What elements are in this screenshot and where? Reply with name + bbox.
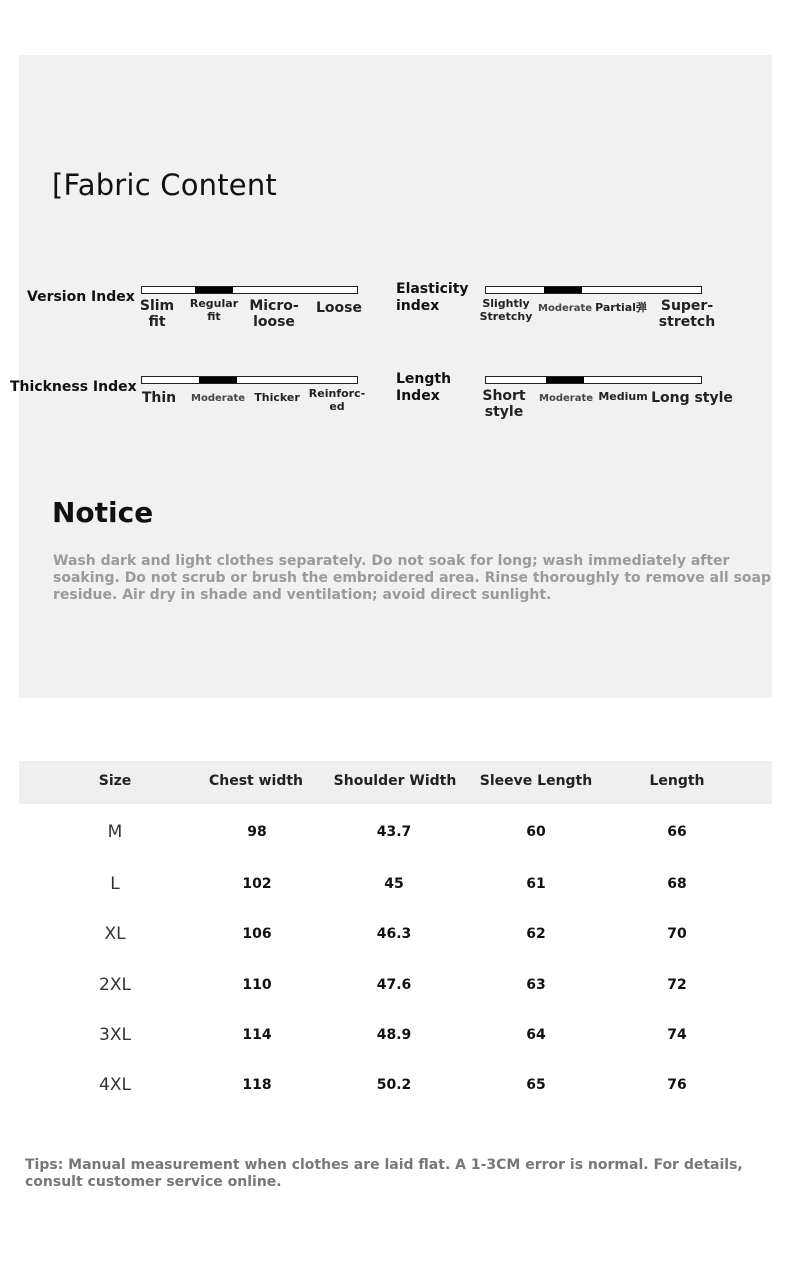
version-option-loose: Loose — [316, 300, 362, 316]
header-size: Size — [98, 773, 132, 789]
notice-title: Notice — [52, 496, 154, 529]
cell-shoulder-width: 47.6 — [376, 977, 412, 993]
thickness-index-label: Thickness Index — [10, 379, 137, 395]
elasticity-option-moderate: Moderate — [538, 303, 593, 314]
cell-size: 4XL — [99, 1075, 131, 1095]
cell-sleeve-length: 62 — [526, 926, 546, 942]
cell-length: 72 — [667, 977, 687, 993]
thickness-index-selected-segment — [199, 377, 237, 383]
header-shoulder-width: Shoulder Width — [333, 773, 457, 789]
version-index-label: Version Index — [27, 289, 135, 305]
cell-sleeve-length: 65 — [526, 1077, 546, 1093]
elasticity-option-super-stretch: Super-stretch — [658, 298, 716, 330]
cell-size: L — [110, 874, 120, 894]
version-option-micro-loose: Micro-loose — [249, 298, 299, 330]
cell-shoulder-width: 48.9 — [376, 1027, 412, 1043]
header-sleeve-length: Sleeve Length — [479, 773, 593, 789]
cell-chest-width: 110 — [242, 977, 272, 993]
cell-shoulder-width: 43.7 — [376, 824, 412, 840]
thickness-option-moderate: Moderate — [191, 393, 246, 404]
thickness-option-thicker: Thicker — [254, 391, 300, 404]
length-option-short-style: Short style — [482, 388, 526, 420]
length-index-bar — [485, 376, 702, 384]
cell-length: 76 — [667, 1077, 687, 1093]
elasticity-index-bar — [485, 286, 702, 294]
elasticity-index-label: Elasticity index — [396, 281, 469, 314]
cell-size: XL — [104, 924, 126, 944]
cell-chest-width: 114 — [242, 1027, 272, 1043]
thickness-option-thin: Thin — [141, 390, 177, 406]
version-index-selected-segment — [195, 287, 233, 293]
notice-text: Wash dark and light clothes separately. Do not soak for long; wash immediately after soaking. Do not scrub or brush the embroidered area. Rinse thoroughly to remove all soap residue. Air dry in shade and ventilation; avoid direct sunlight. — [53, 553, 771, 603]
elasticity-index-selected-segment — [544, 287, 582, 293]
thickness-option-reinforced: Reinforc-ed — [308, 387, 366, 413]
cell-sleeve-length: 64 — [526, 1027, 546, 1043]
cell-length: 74 — [667, 1027, 687, 1043]
fabric-content-title: [Fabric Content — [52, 168, 277, 202]
length-index-label: Length Index — [396, 371, 452, 404]
cell-shoulder-width: 46.3 — [376, 926, 412, 942]
length-option-long-style: Long style — [651, 390, 733, 406]
cell-chest-width: 102 — [242, 876, 272, 892]
cell-sleeve-length: 60 — [526, 824, 546, 840]
length-option-moderate: Moderate — [539, 393, 594, 404]
cell-sleeve-length: 61 — [526, 876, 546, 892]
cell-length: 68 — [667, 876, 687, 892]
cell-chest-width: 98 — [247, 824, 267, 840]
version-index-bar — [141, 286, 358, 294]
cell-chest-width: 106 — [242, 926, 272, 942]
length-index-selected-segment — [546, 377, 584, 383]
cell-shoulder-width: 45 — [384, 876, 404, 892]
version-option-slim-fit: Slim fit — [139, 298, 175, 330]
thickness-index-bar — [141, 376, 358, 384]
header-length: Length — [649, 773, 705, 789]
elasticity-option-slightly-stretchy: Slightly Stretchy — [479, 297, 533, 323]
cell-length: 70 — [667, 926, 687, 942]
length-option-medium: Medium — [598, 390, 648, 403]
measurement-tips: Tips: Manual measurement when clothes are laid flat. A 1-3CM error is normal. For details, consult customer service online. — [25, 1157, 743, 1190]
cell-size: M — [107, 822, 123, 842]
cell-chest-width: 118 — [242, 1077, 272, 1093]
cell-sleeve-length: 63 — [526, 977, 546, 993]
version-option-regular-fit: Regular fit — [189, 297, 239, 323]
cell-shoulder-width: 50.2 — [376, 1077, 412, 1093]
cell-length: 66 — [667, 824, 687, 840]
header-chest-width: Chest width — [208, 773, 304, 789]
cell-size: 2XL — [99, 975, 131, 995]
elasticity-option-partial: Partial弹 — [595, 301, 647, 314]
cell-size: 3XL — [99, 1025, 131, 1045]
